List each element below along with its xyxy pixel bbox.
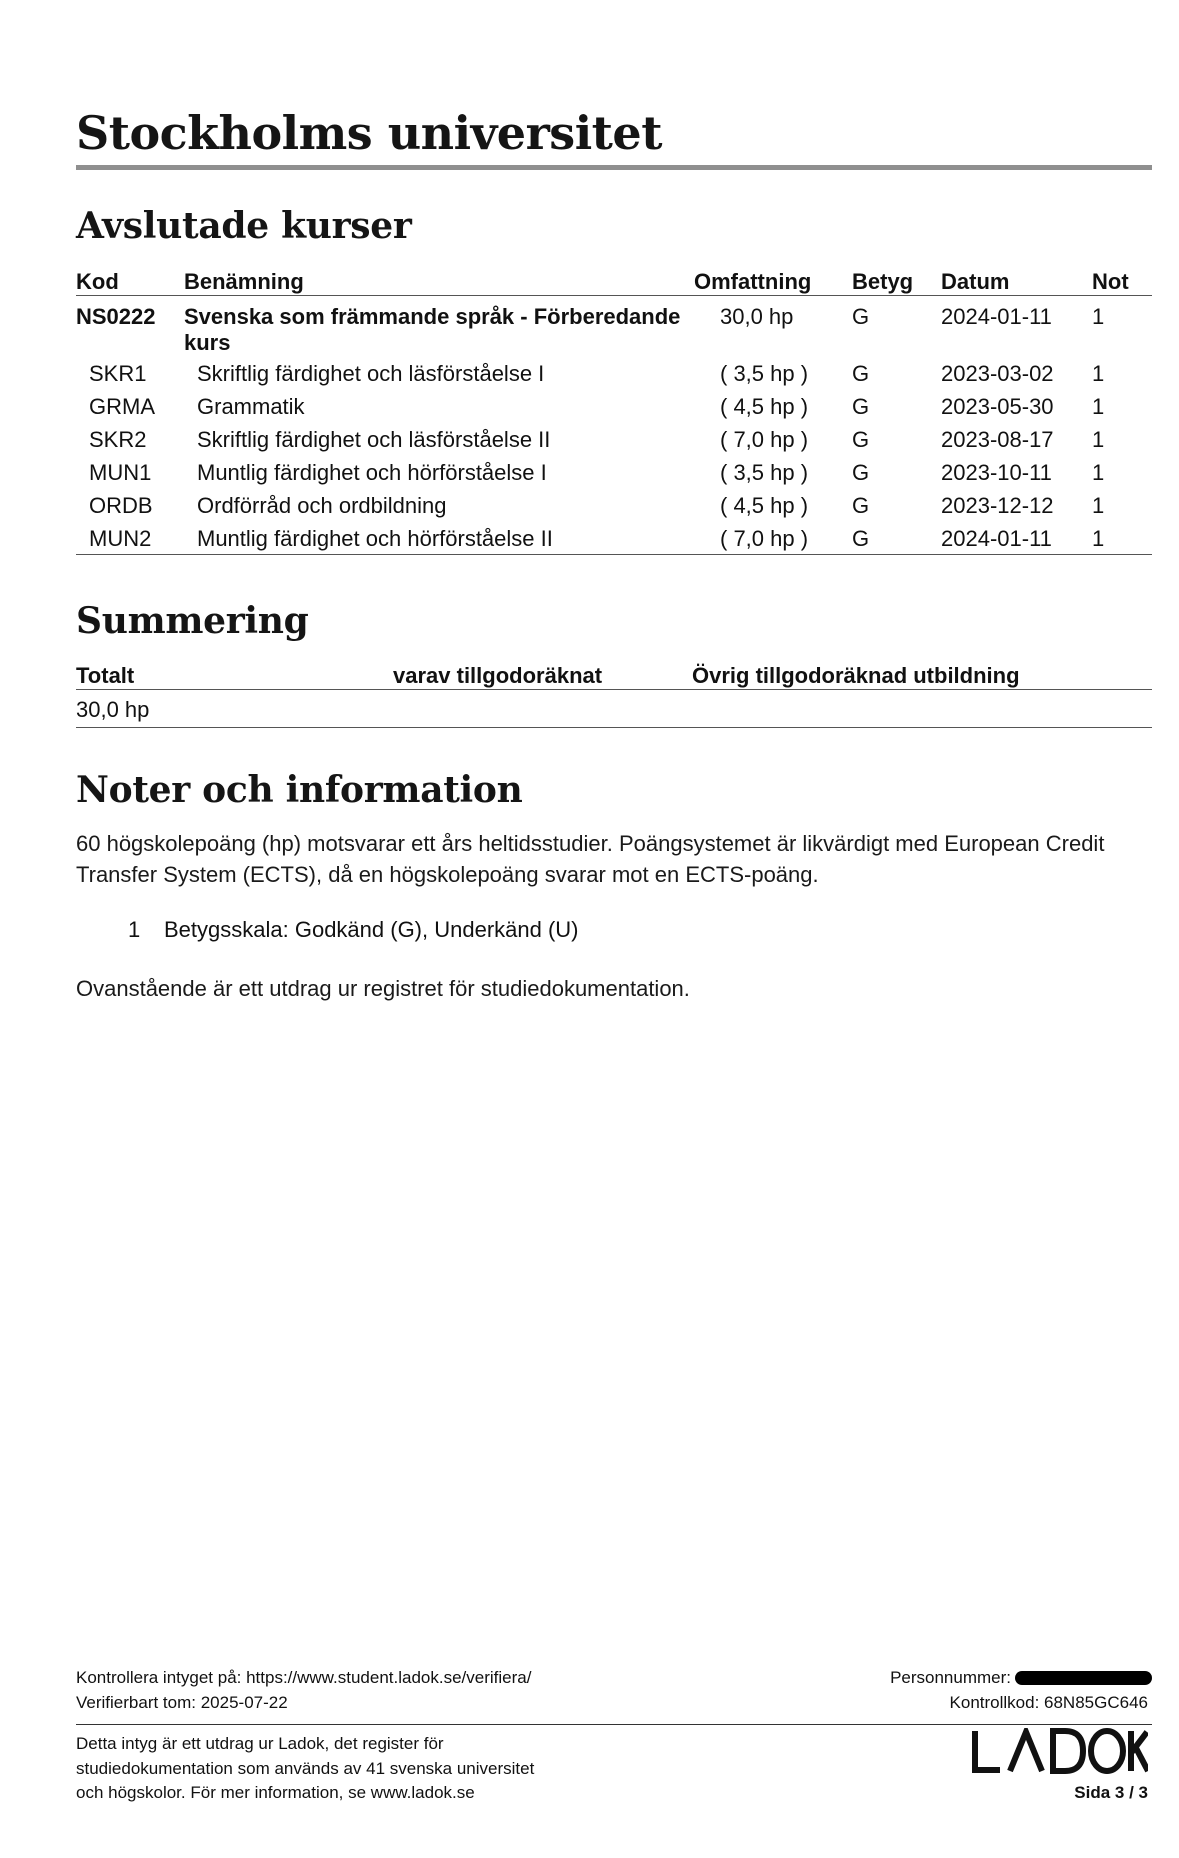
module-note: 1	[1092, 492, 1105, 518]
module-note: 1	[1092, 521, 1152, 555]
courses-table	[76, 266, 1152, 555]
module-row	[76, 422, 1152, 455]
module-name: Ordförråd och ordbildning	[197, 492, 447, 518]
module-code: MUN1	[89, 459, 152, 485]
col-benamning: Benämning	[184, 266, 694, 295]
module-credits: ( 7,0 hp )	[694, 521, 852, 555]
module-name: Muntlig färdighet och hörförståelse I	[197, 459, 547, 485]
footer-description	[76, 1732, 534, 1806]
col-betyg: Betyg	[852, 266, 941, 295]
notes-intro: 60 högskolepoäng (hp) motsvarar ett års heltidsstudier. Poängsystemet är likvärdigt med European Credit Transfer System (ECTS), då en högskolepoäng svarar mot en ECTS-poäng.	[76, 831, 1105, 887]
header-divider	[76, 165, 1152, 170]
module-grade: G	[852, 360, 870, 386]
module-row	[76, 488, 1152, 521]
course-note: 1	[1092, 303, 1105, 329]
module-row	[76, 389, 1152, 422]
notes-heading: Noter och information	[76, 769, 523, 811]
footer-divider	[76, 1724, 1152, 1725]
col-datum: Datum	[941, 266, 1092, 295]
module-credits: ( 4,5 hp )	[720, 492, 809, 518]
module-grade: G	[852, 426, 870, 452]
summary-varav	[393, 689, 692, 727]
note-number: 1	[128, 917, 141, 942]
summary-header-row	[76, 660, 1152, 689]
module-note: 1	[1092, 426, 1105, 452]
col-not: Not	[1092, 266, 1152, 295]
note-item	[128, 917, 579, 943]
col-totalt: Totalt	[76, 660, 393, 689]
module-code: GRMA	[89, 393, 155, 419]
footer-description-line: studiedokumentation som används av 41 svenska universitet	[76, 1758, 535, 1778]
module-credits: ( 3,5 hp )	[720, 360, 809, 386]
module-note: 1	[1092, 459, 1105, 485]
course-grade: G	[852, 303, 870, 329]
personnummer-label: Personnummer:	[890, 1668, 1011, 1687]
col-omfattning: Omfattning	[694, 266, 852, 295]
redaction-bar	[1015, 1671, 1152, 1685]
footer-description-line: och högskolor. För mer information, se www.ladok.se	[76, 1783, 475, 1802]
summary-ovrig	[692, 689, 1152, 727]
module-code: SKR1	[89, 360, 147, 386]
verify-text: Kontrollera intyget på: https://www.student.ladok.se/verifiera/	[76, 1668, 532, 1687]
module-note: 1	[1092, 393, 1105, 419]
col-kod: Kod	[76, 266, 184, 295]
university-name: Stockholms universitet	[76, 106, 662, 160]
module-credits: ( 7,0 hp )	[720, 426, 809, 452]
module-date: 2023-08-17	[941, 426, 1054, 452]
module-name: Skriftlig färdighet och läsförståelse II	[197, 426, 551, 452]
ladok-logo	[970, 1728, 1148, 1774]
notes-closing: Ovanstående är ett utdrag ur registret för studiedokumentation.	[76, 976, 690, 1001]
course-code: NS0222	[76, 303, 156, 329]
module-date: 2024-01-11	[941, 521, 1092, 555]
summary-table	[76, 660, 1152, 728]
module-date: 2023-10-11	[941, 459, 1052, 485]
module-grade: G	[852, 393, 870, 419]
module-grade: G	[852, 492, 870, 518]
personnummer	[890, 1668, 1152, 1688]
module-row	[76, 356, 1152, 389]
module-grade: G	[852, 459, 870, 485]
module-note: 1	[1092, 360, 1105, 386]
module-grade: G	[852, 521, 941, 555]
module-date: 2023-03-02	[941, 360, 1054, 386]
module-credits: ( 3,5 hp )	[720, 459, 809, 485]
module-date: 2023-12-12	[941, 492, 1054, 518]
summary-row	[76, 689, 1152, 727]
col-varav: varav tillgodoräknat	[393, 660, 692, 689]
module-code: ORDB	[89, 492, 153, 518]
module-code: SKR2	[89, 426, 147, 452]
module-name: Muntlig färdighet och hörförståelse II	[184, 521, 694, 555]
module-date: 2023-05-30	[941, 393, 1054, 419]
note-text: Betygsskala: Godkänd (G), Underkänd (U)	[164, 917, 579, 942]
course-row	[76, 295, 1152, 356]
kontrollkod: Kontrollkod: 68N85GC646	[949, 1693, 1148, 1712]
module-name: Skriftlig färdighet och läsförståelse I	[197, 360, 545, 386]
module-code: MUN2	[76, 521, 184, 555]
valid-until: Verifierbart tom: 2025-07-22	[76, 1693, 288, 1712]
courses-header-row	[76, 266, 1152, 295]
module-name: Grammatik	[197, 393, 305, 419]
module-row	[76, 455, 1152, 488]
course-date: 2024-01-11	[941, 303, 1052, 329]
module-credits: ( 4,5 hp )	[720, 393, 809, 419]
footer-description-line: Detta intyg är ett utdrag ur Ladok, det register för	[76, 1734, 444, 1753]
summary-total: 30,0 hp	[76, 689, 393, 727]
col-ovrig: Övrig tillgodoräknad utbildning	[692, 660, 1152, 689]
courses-heading: Avslutade kurser	[76, 205, 412, 247]
page-number: Sida 3 / 3	[1074, 1783, 1148, 1802]
module-row	[76, 521, 1152, 555]
summary-heading: Summering	[76, 600, 309, 642]
course-credits: 30,0 hp	[720, 303, 794, 329]
course-name: Svenska som främmande språk - Förberedande kurs	[184, 303, 681, 355]
